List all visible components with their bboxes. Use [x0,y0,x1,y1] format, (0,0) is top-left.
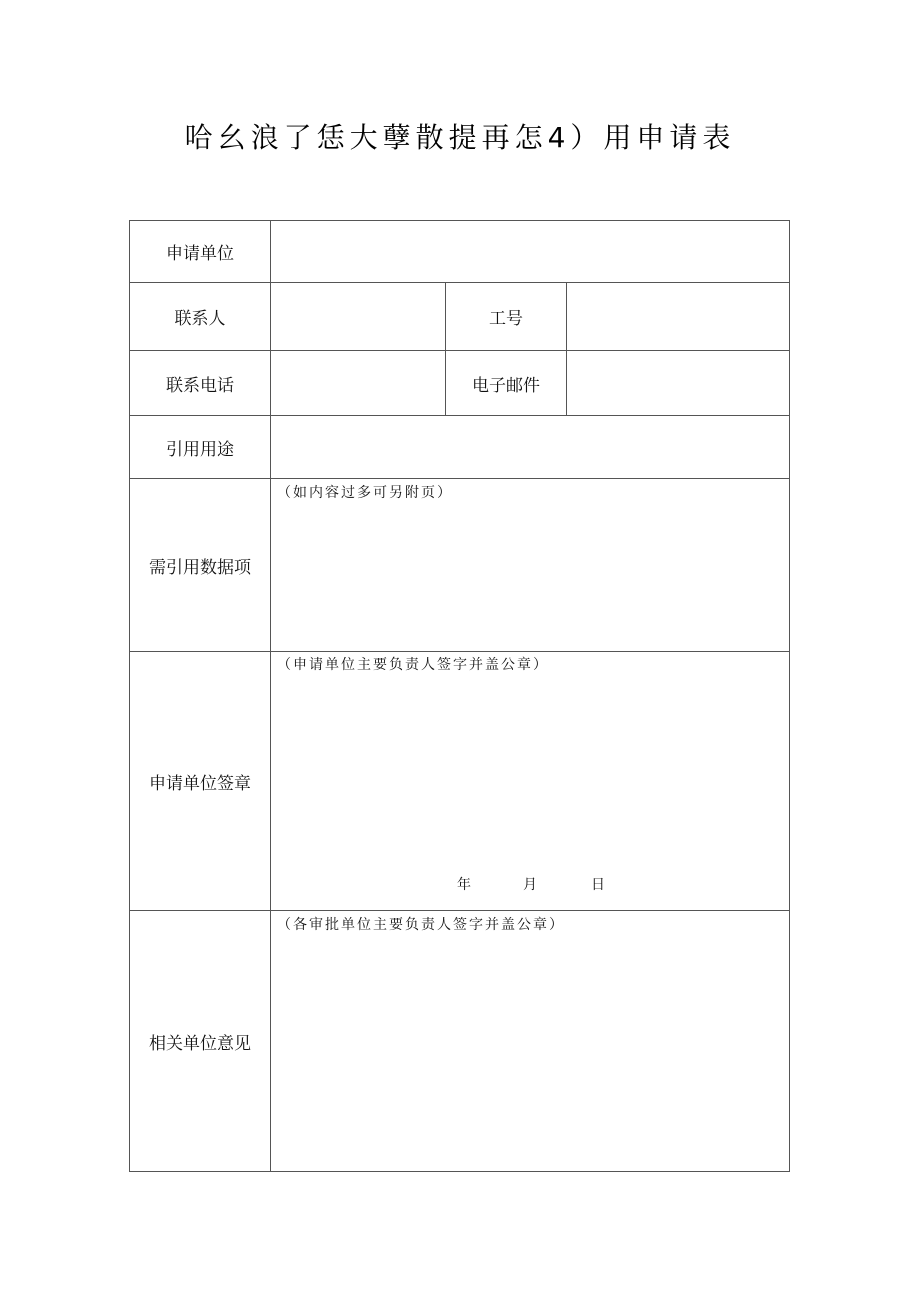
employee-id-label: 工号 [489,309,523,329]
phone-field[interactable] [271,351,445,415]
email-field[interactable] [567,351,789,415]
date-day-label: 日 [591,877,605,893]
email-label: 电子邮件 [472,375,540,396]
related-opinion-label: 相关单位意见 [149,1033,251,1054]
application-form [129,220,790,1172]
data-items-field[interactable] [271,479,789,651]
form-border-bottom [129,1171,790,1172]
applicant-signature-field[interactable] [271,652,789,910]
data-items-note: （如内容过多可另附页） [277,485,453,501]
purpose-field[interactable] [271,416,789,478]
page-title: 哈幺浪了恁大孽散提再怎4）用申请表 [184,121,736,154]
phone-label: 联系电话 [166,375,234,396]
applicant-signature-note: （申请单位主要负责人签字并盖公章） [277,657,549,673]
contact-person-field[interactable] [271,283,445,350]
related-opinion-field[interactable] [271,911,789,1171]
data-items-label: 需引用数据项 [149,557,251,578]
applicant-unit-field[interactable] [271,221,789,282]
purpose-label: 引用用途 [166,439,234,460]
contact-person-label: 联系人 [174,309,226,329]
applicant-unit-label: 申请单位 [166,244,234,264]
date-month-label: 月 [523,877,537,893]
related-opinion-note: （各审批单位主要负责人签字并盖公章） [277,917,565,933]
applicant-signature-label: 申请单位签章 [149,773,251,794]
form-border-right [789,220,790,1172]
date-year-label: 年 [457,877,471,893]
employee-id-field[interactable] [567,283,789,350]
